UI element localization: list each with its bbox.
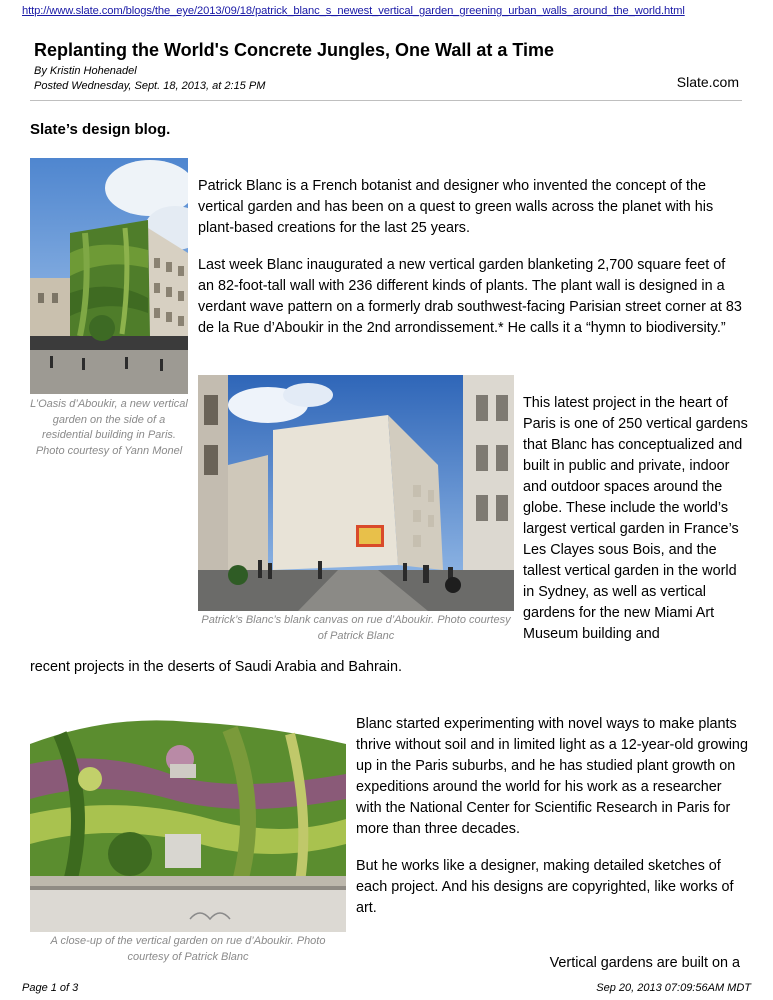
- paragraph-inauguration: Last week Blanc inaugurated a new vertical garden blanketing 2,700 square feet of an 82-foot-tall wall with 236 different kinds of plants. The plant wall is designed in a verdant wave pattern on a formerly drab southwest-facing Parisian street corner at 83 de la Rue d’Aboukir in the 2nd arrondissement.* He calls it a “hymn to biodiversity.”: [198, 257, 742, 336]
- paragraph-intro: Patrick Blanc is a French botanist and designer who invented the concept of the vertical garden and has been on a quest to green walls across the planet with his plant-based creations for the last 25 years.: [198, 178, 714, 236]
- paragraph-designer: But he works like a designer, making detailed sketches of each project. And his designs are copyrighted, like works of art.: [356, 858, 734, 916]
- print-timestamp: Sep 20, 2013 07:09:56AM MDT: [596, 982, 751, 994]
- photo-garden-closeup-image: [30, 704, 346, 932]
- caption-blank-canvas: Patrick’s Blanc’s blank canvas on rue d’Aboukir. Photo courtesy of Patrick Blanc: [201, 614, 511, 642]
- posted-date: Posted Wednesday, Sept. 18, 2013, at 2:15 PM: [34, 80, 266, 92]
- paragraph-continued: Vertical gardens are built on a: [549, 955, 740, 971]
- article-title: Replanting the World's Concrete Jungles, One Wall at a Time: [34, 40, 555, 60]
- byline: By Kristin Hohenadel: [34, 65, 137, 77]
- page-number: Page 1 of 3: [22, 982, 79, 994]
- paragraph-latest-project: This latest project in the heart of Paris is one of 250 vertical gardens that Blanc has conceptualized and built in public and private, indoor and outdoor spaces around the globe. These include the world’s largest vertical garden in France’s Les Clayes sous Bois, and the tallest vertical garden in the world in Sydney, as well as vertical gardens for the new Miami Art Museum building and: [523, 395, 748, 642]
- photo-oasis-aboukir-image: [30, 158, 188, 394]
- photo-blank-canvas-image: [198, 375, 514, 611]
- caption-garden-closeup: A close-up of the vertical garden on rue d’Aboukir. Photo courtesy of Patrick Blanc: [50, 935, 326, 963]
- source-url[interactable]: http://www.slate.com/blogs/the_eye/2013/09/18/patrick_blanc_s_newest_vertical_garden_greening_urban_walls_around_the_world.html: [22, 5, 685, 17]
- photo-blank-canvas: [198, 375, 514, 611]
- site-name: Slate.com: [676, 74, 739, 90]
- photo-oasis-aboukir: [30, 158, 188, 394]
- paragraph-experimenting: Blanc started experimenting with novel ways to make plants thrive without soil and in limited light as a 12-year-old growing up in the Paris suburbs, and he has studied plant growth on expeditions around the world for his work as a researcher with the National Center for Scientific Research in Paris for more than three decades.: [356, 716, 748, 837]
- caption-oasis-aboukir: L’Oasis d’Aboukir, a new vertical garden on the side of a residential building in Paris. Photo courtesy of Yann Monel: [30, 398, 188, 457]
- header-divider: [30, 100, 742, 101]
- paragraph-latest-project-tail: recent projects in the deserts of Saudi Arabia and Bahrain.: [30, 659, 402, 675]
- blog-label: Slate’s design blog.: [30, 121, 171, 138]
- photo-garden-closeup: [30, 704, 346, 932]
